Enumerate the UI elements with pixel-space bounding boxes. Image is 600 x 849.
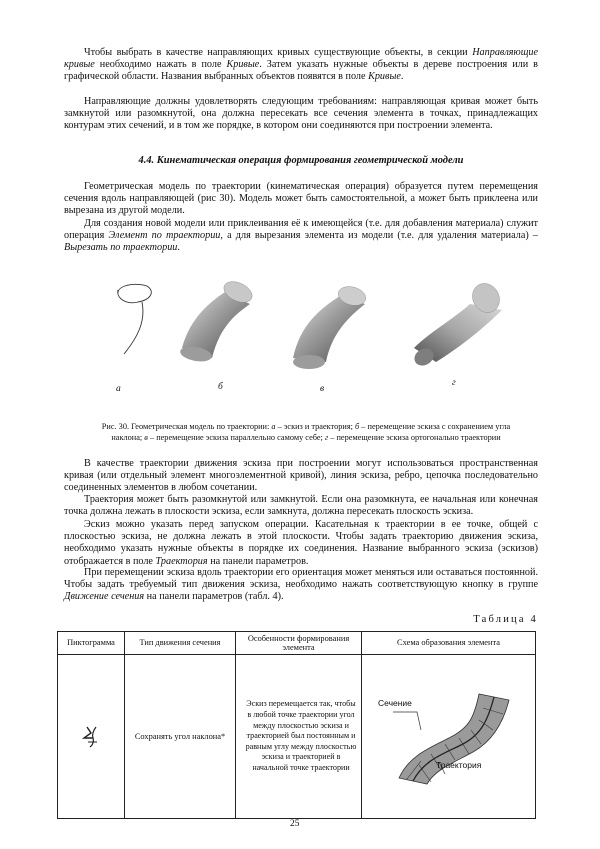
description-cell: Эскиз перемещается так, чтобы в любой точке траектории угол между плоскостью эскиза и траекторией был постоянным и равным углу между плоскостью эскиза и траекторией в начальной точке траектории [236,655,362,819]
table-header-cell: Пиктограмма [58,632,125,655]
table-header-cell: Схема образования элемента [362,632,536,655]
paragraph-5: В качестве траектории движения эскиза при построении могут использоваться пространственная кривая (или отдельный элемент многоэлементной кривой), линия эскиза, ребро, цепочка последовательно соединенных элементов в любом сочетании. [64,458,538,494]
figure-b-tube [179,278,255,364]
paragraph-3: Геометрическая модель по траектории (кинематическая операция) образуется путем перемещения сечения вдоль направляющей (рис 30). Модель может быть самостоятельной, а может быть приклеена или вырезана из другой модели. [64,181,538,217]
table-row [58,655,536,819]
scheme-label-section: Сечение [378,697,412,708]
scheme-label-path: Траектория [436,759,482,770]
motion-type-cell: Сохранять угол наклона* [125,655,236,819]
figure-label-d: г [452,378,456,388]
figure-caption: Рис. 30. Геометрическая модель по траектории: а – эскиз и траектория; б – перемещение эскиза с сохранением угла наклона; в – перемещение эскиза параллельно самому себе; г – перемещение эскиза ортогонально траектории [101,422,511,442]
figure-g-tube [411,279,504,369]
section-heading: 4.4. Кинематическая операция формирования геометрической модели [138,155,464,166]
figure-a-sketch [118,284,152,354]
paragraph-1: Чтобы выбрать в качестве направляющих кривых существующие объекты, в секции Направляющие кривые необходимо нажать в поле Кривые. Затем указать нужные объекты в дереве построения или в графической области. Названия выбранных объектов появятся в поле Кривые. [64,47,539,83]
figure-label-c: в [320,384,325,394]
figure-30 [0,262,600,402]
keep-angle-icon [76,721,106,751]
figure-c-tube [293,284,368,369]
table-4 [57,631,536,819]
scheme-cell [362,655,536,819]
paragraph-8: При перемещении эскиза вдоль траектории его ориентация может меняться или оставаться постоянной. Чтобы задать требуемый тип движения эскиза, необходимо нажать соответствующую кнопку в группе Движение сечения на панели параметров (табл. 4). [64,567,538,603]
table-header-cell: Тип движения сечения [125,632,236,655]
paragraph-6: Траектория может быть разомкнутой или замкнутой. Если она разомкнута, ее начальная или конечная точка должна лежать в плоскости эскиза, если замкнута, должна пересекать плоскость эскиза. [64,494,538,518]
figure-label-b: б [218,382,223,392]
figure-label-a: а [116,384,121,394]
table-header-row [58,632,536,655]
paragraph-2: Направляющие должны удовлетворять следующим требованиям: направляющая кривая может быть замкнутой или разомкнутой, она должна пересекать все сечения элемента в точках, принадлежащих контурам этих сечений, и в том же порядке, в котором они соединяются при построении элемента. [64,96,538,132]
page-number: 25 [290,819,300,829]
table-title: Таблица 4 [473,614,538,625]
table-header-cell: Особенности формирования элемента [236,632,362,655]
paragraph-7: Эскиз можно указать перед запуском операции. Касательная к траектории в ее точке, общей с плоскостью эскиза, не должна лежать в этой плоскости. Чтобы задать траекторию движения эскиза, необходимо указать нужные объекты в порядке их соединения. Название выбранного эскиза (эскизов) отображается в поле Траектория на панели параметров. [64,519,538,567]
paragraph-4: Для создания новой модели или приклеивания её к имеющейся (т.е. для добавления материала) служит операция Элемент по траектории, а для вырезания элемента из модели (т.е. для удаления материала) – Вырезать по траектории. [64,218,538,254]
pictogram-cell [58,655,125,819]
